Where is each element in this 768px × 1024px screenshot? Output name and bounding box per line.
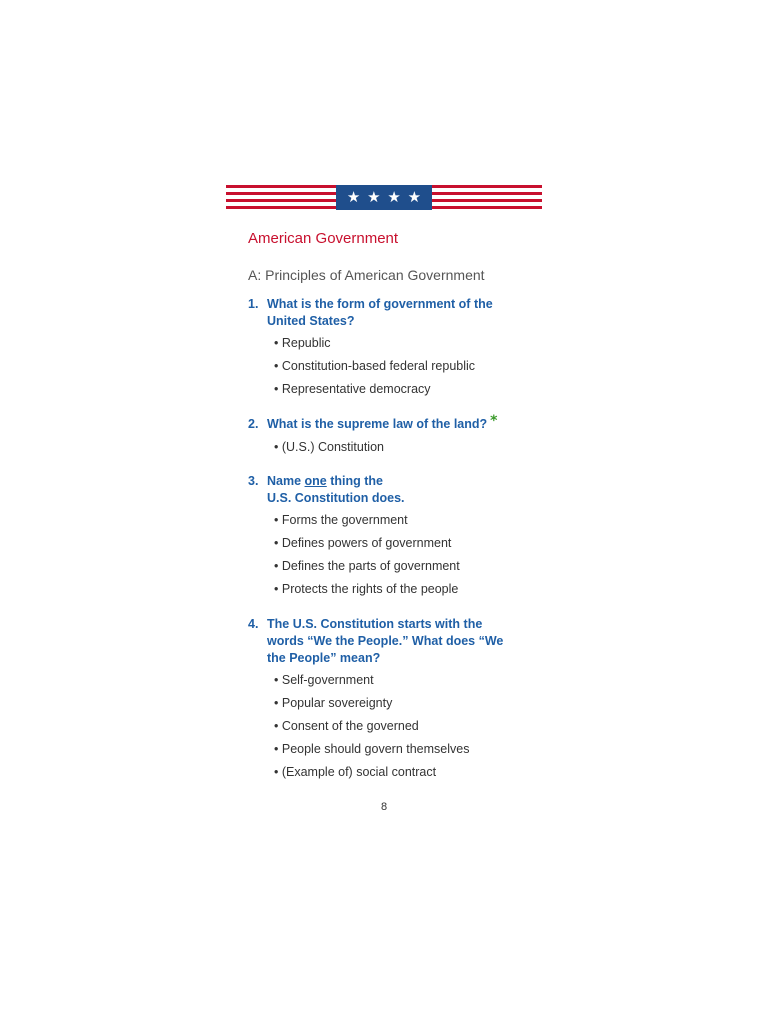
answer-item: • (Example of) social contract	[274, 764, 469, 787]
answer-item: • People should govern themselves	[274, 741, 469, 764]
question-1	[248, 296, 508, 330]
question-number: 2.	[248, 417, 259, 431]
section-title: American Government	[248, 230, 399, 247]
question-number: 4.	[248, 617, 259, 631]
answer-list-1	[274, 335, 475, 404]
answer-item: • Popular sovereignty	[274, 695, 469, 718]
question-text-start: Name	[267, 474, 305, 488]
answer-list-3	[274, 512, 460, 604]
question-2	[248, 413, 508, 433]
star-icon: ★	[407, 188, 422, 206]
answer-item: • Forms the government	[274, 512, 460, 535]
answer-item: • Self-government	[274, 672, 469, 695]
answer-item: • Representative democracy	[274, 381, 475, 404]
answer-item: • Protects the rights of the people	[274, 581, 460, 604]
asterisk-marker-icon: *	[490, 413, 498, 429]
flag-banner	[226, 185, 542, 210]
answer-item: • (U.S.) Constitution	[274, 439, 384, 462]
question-number: 1.	[248, 297, 259, 311]
answer-list-4	[274, 672, 469, 787]
answer-list-2	[274, 439, 384, 462]
answer-item: • Defines powers of government	[274, 535, 460, 558]
question-text: What is the form of government of the United States?	[267, 297, 493, 328]
question-text-mid: thing the	[326, 474, 384, 488]
question-text: The U.S. Constitution starts with the words “We the People.” What does “We the People” mean?	[267, 617, 504, 665]
star-icon: ★	[346, 188, 361, 206]
banner-star-box	[336, 185, 432, 210]
star-icon: ★	[367, 188, 381, 206]
answer-item: • Defines the parts of government	[274, 558, 460, 581]
question-text-emphasis: one	[304, 474, 327, 488]
question-number: 3.	[248, 474, 259, 488]
question-4	[248, 616, 508, 667]
subsection-title: A: Principles of American Government	[248, 267, 485, 283]
page-number: 8	[380, 801, 388, 813]
question-text-line2: U.S. Constitution does.	[267, 491, 405, 505]
answer-item: • Republic	[274, 335, 475, 358]
question-text: What is the supreme law of the land?	[267, 417, 488, 431]
answer-item: • Constitution-based federal republic	[274, 358, 475, 381]
question-3	[248, 473, 508, 507]
star-icon: ★	[387, 188, 401, 206]
answer-item: • Consent of the governed	[274, 718, 469, 741]
